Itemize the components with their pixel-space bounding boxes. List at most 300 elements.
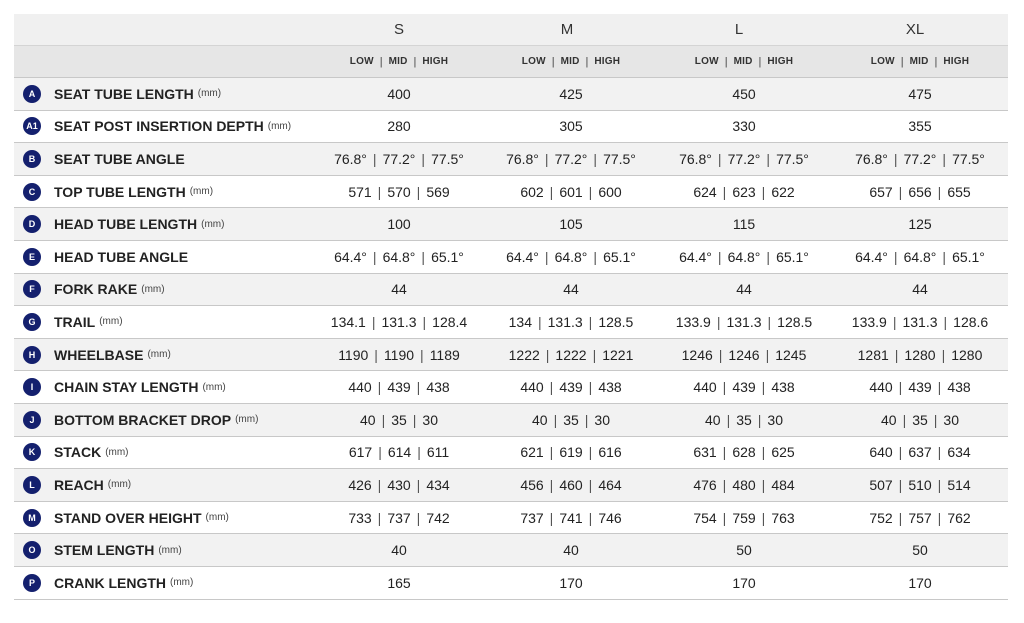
value-cell: 77.2° [903,150,937,167]
value-cell: 569 [426,183,450,200]
row-label [54,111,291,143]
value-cell: 77.2° [554,150,588,167]
separator: | [416,476,421,493]
value-cell: 1221 [602,346,634,363]
value-cell: 621 [520,444,544,461]
value-group [309,437,489,469]
value-cell: 131.3 [547,313,583,330]
separator: | [549,476,554,493]
value-cell: 40 [880,411,897,428]
value-cell: 65.1° [952,248,985,265]
value-cell: 438 [771,379,795,396]
separator: | [588,509,593,526]
value-cell: 131.3 [726,313,762,330]
value-cell: 30 [767,411,783,428]
value-cell: 170 [732,574,756,591]
value-cell: 125 [908,216,932,233]
row-label [54,437,129,469]
separator: | [724,55,728,68]
value-group [654,371,834,403]
row-badge: O [23,541,41,559]
value-cell: 1280 [951,346,983,363]
separator: | [549,509,554,526]
separator: | [766,150,771,167]
size-header-s: S [393,21,404,38]
separator: | [933,411,938,428]
value-cell: 76.8° [679,150,712,167]
value-cell: 507 [869,476,893,493]
value-cell: 77.5° [952,150,985,167]
value-cell: 133.9 [851,313,887,330]
separator: | [757,411,762,428]
row-badge: F [23,280,41,298]
position-labels-xl [830,46,1010,77]
row-label [54,241,188,273]
separator: | [374,346,378,363]
row-unit: (mm) [147,349,171,361]
separator: | [937,379,942,396]
value-group [309,371,489,403]
value-cell: 737 [387,509,411,526]
separator: | [761,476,766,493]
separator: | [937,183,942,200]
row-unit: (mm) [201,218,225,230]
table-row [14,78,1008,111]
table-row [14,306,1008,339]
row-unit: (mm) [105,446,129,458]
separator: | [588,476,593,493]
value-group [654,404,834,436]
value-cell: 475 [908,85,932,102]
value-group [830,502,1010,534]
separator: | [588,444,593,461]
value-group [481,502,661,534]
value-group [481,437,661,469]
value-group [481,404,661,436]
separator: | [941,346,946,363]
value-cell: 100 [387,216,411,233]
separator: | [549,444,554,461]
value-cell: 65.1° [776,248,809,265]
value-cell: 1246 [728,346,760,363]
position-label-low: LOW [870,56,895,67]
value-group [481,241,661,273]
row-label [54,274,165,306]
row-unit: (mm) [189,186,214,198]
separator: | [717,150,722,167]
row-badge: A1 [23,117,41,135]
value-cell: 1280 [904,346,936,363]
row-badge: I [23,378,41,396]
separator: | [900,55,904,68]
value-cell: 754 [693,509,717,526]
table-row [14,111,1008,144]
separator: | [416,509,421,526]
separator: | [898,444,903,461]
table-row [14,567,1008,600]
row-label-text: CHAIN STAY LENGTH [54,379,199,396]
separator: | [593,150,598,167]
value-cell: 165 [387,574,411,591]
row-unit: (mm) [205,512,229,524]
value-cell: 64.8° [727,248,761,265]
value-cell: 35 [563,411,579,428]
row-label-text: TOP TUBE LENGTH [54,183,186,200]
table-row [14,176,1008,209]
table-row [14,274,1008,307]
table-row [14,469,1008,502]
table-row [14,404,1008,437]
value-cell: 439 [908,379,932,396]
value-cell: 76.8° [334,150,367,167]
value-cell: 64.8° [382,248,416,265]
value-cell: 40 [704,411,721,428]
row-badge: H [23,346,41,364]
value-cell: 741 [559,509,583,526]
value-cell: 514 [947,476,971,493]
separator: | [716,313,721,330]
value-cell: 35 [912,411,928,428]
table-row [14,437,1008,470]
value-group [481,339,661,371]
separator: | [377,379,382,396]
value-cell: 742 [426,509,450,526]
value-cell: 280 [387,118,411,135]
value-group [309,502,489,534]
row-label [54,469,131,501]
row-label [54,176,213,208]
value-cell: 64.4° [855,248,888,265]
row-label-text: STAND OVER HEIGHT [54,509,202,526]
separator: | [761,183,766,200]
value-cell: 50 [736,542,752,559]
value-cell: 40 [359,411,376,428]
value-cell: 628 [732,444,756,461]
value-cell: 40 [531,411,548,428]
value-group [481,143,661,175]
value-cell: 571 [348,183,372,200]
table-row [14,502,1008,535]
value-cell: 657 [869,183,893,200]
position-label-high: HIGH [422,56,449,67]
row-unit: (mm) [170,577,194,589]
value-cell: 64.4° [679,248,712,265]
value-cell: 763 [771,509,795,526]
row-badge: A [23,85,41,103]
value-cell: 64.4° [506,248,539,265]
value-group [654,469,834,501]
position-label-high: HIGH [943,56,970,67]
value-cell: 640 [869,444,893,461]
position-label-low: LOW [349,56,374,67]
separator: | [545,346,550,363]
value-cell: 611 [426,444,450,461]
separator: | [416,183,421,200]
value-group [481,371,661,403]
value-group [654,306,834,338]
position-label-mid: MID [388,56,408,67]
value-cell: 128.6 [953,313,989,330]
position-label-mid: MID [909,56,929,67]
row-badge: K [23,443,41,461]
value-cell: 400 [387,85,411,102]
value-cell: 438 [598,379,622,396]
value-cell: 625 [771,444,795,461]
separator: | [371,313,376,330]
separator: | [593,248,598,265]
table-row [14,241,1008,274]
separator: | [549,183,554,200]
value-cell: 105 [559,216,583,233]
value-group [309,306,489,338]
row-label-text: FORK RAKE [54,281,138,298]
row-label-text: SEAT POST INSERTION DEPTH [54,118,264,135]
value-group [309,404,489,436]
separator: | [898,183,903,200]
value-cell: 355 [908,118,932,135]
value-group [830,437,1010,469]
row-unit: (mm) [267,120,292,132]
value-group [654,502,834,534]
separator: | [372,150,377,167]
separator: | [893,248,898,265]
value-cell: 44 [736,281,752,298]
value-cell: 602 [520,183,544,200]
row-unit: (mm) [158,544,182,556]
geometry-table [14,14,1008,600]
value-group [830,176,1010,208]
value-cell: 619 [559,444,583,461]
value-cell: 133.9 [675,313,711,330]
value-cell: 128.4 [432,313,468,330]
value-cell: 746 [598,509,622,526]
separator: | [722,509,727,526]
value-cell: 631 [693,444,717,461]
value-cell: 134 [508,313,532,330]
separator: | [722,444,727,461]
separator: | [588,379,593,396]
separator: | [378,444,382,461]
separator: | [549,379,554,396]
value-cell: 64.4° [334,248,367,265]
value-cell: 439 [387,379,411,396]
value-group [830,371,1010,403]
value-cell: 601 [559,183,583,200]
separator: | [894,346,899,363]
separator: | [892,313,897,330]
value-cell: 170 [559,574,583,591]
separator: | [943,313,948,330]
value-cell: 64.8° [554,248,588,265]
value-cell: 128.5 [598,313,634,330]
separator: | [381,411,386,428]
separator: | [420,346,424,363]
value-cell: 131.3 [902,313,938,330]
position-labels-l [654,46,834,77]
row-unit: (mm) [107,479,132,491]
value-cell: 77.5° [603,150,636,167]
row-badge: E [23,248,41,266]
value-cell: 35 [736,411,752,428]
value-cell: 438 [426,379,450,396]
value-group [654,176,834,208]
value-cell: 440 [520,379,544,396]
separator: | [893,150,898,167]
row-label-text: CRANK LENGTH [54,574,166,591]
value-group [830,241,1010,273]
separator: | [718,346,723,363]
row-label-text: SEAT TUBE ANGLE [54,150,185,167]
value-group [654,143,834,175]
separator: | [761,509,766,526]
separator: | [592,346,597,363]
row-label-text: BOTTOM BRACKET DROP [54,411,232,428]
value-cell: 76.8° [855,150,888,167]
separator: | [537,313,542,330]
row-label-text: REACH [54,476,104,493]
separator: | [761,379,766,396]
separator: | [717,248,722,265]
position-labels-m [481,46,661,77]
position-label-low: LOW [694,56,719,67]
value-cell: 460 [559,476,583,493]
separator: | [765,346,770,363]
value-group [654,339,834,371]
table-row [14,208,1008,241]
separator: | [585,55,589,68]
position-label-high: HIGH [767,56,794,67]
separator: | [413,55,417,68]
separator: | [551,55,555,68]
value-cell: 65.1° [431,248,464,265]
table-row [14,534,1008,567]
separator: | [412,411,417,428]
separator: | [544,150,549,167]
value-cell: 737 [520,509,544,526]
value-cell: 170 [908,574,932,591]
value-cell: 426 [348,476,372,493]
separator: | [937,444,942,461]
row-label [54,339,171,371]
value-cell: 476 [693,476,717,493]
row-badge: G [23,313,41,331]
separator: | [898,509,903,526]
separator: | [722,476,727,493]
value-cell: 128.5 [777,313,813,330]
row-label [54,78,221,110]
row-badge: J [23,411,41,429]
value-cell: 77.5° [776,150,809,167]
separator: | [588,183,593,200]
separator: | [902,411,907,428]
value-cell: 64.8° [903,248,937,265]
value-cell: 330 [732,118,756,135]
separator: | [898,379,903,396]
table-body [14,78,1008,600]
value-cell: 656 [908,183,932,200]
separator: | [937,509,942,526]
separator: | [898,476,903,493]
value-group [309,469,489,501]
value-cell: 40 [391,542,407,559]
value-cell: 614 [387,444,412,461]
value-cell: 752 [869,509,893,526]
row-badge: L [23,476,41,494]
row-badge: C [23,183,41,201]
value-group [481,176,661,208]
row-unit: (mm) [197,88,222,100]
separator: | [584,411,589,428]
value-cell: 1246 [681,346,713,363]
row-badge: P [23,574,41,592]
separator: | [934,55,938,68]
row-label-text: TRAIL [54,313,96,330]
value-cell: 65.1° [603,248,636,265]
table-row [14,339,1008,372]
value-cell: 77.5° [431,150,464,167]
separator: | [377,183,382,200]
separator: | [544,248,549,265]
value-group [309,176,489,208]
row-label [54,404,258,436]
value-cell: 30 [943,411,959,428]
value-group [309,241,489,273]
value-group [654,437,834,469]
table-row [14,143,1008,176]
value-cell: 456 [520,476,544,493]
value-cell: 1222 [555,346,587,363]
value-cell: 637 [908,444,932,461]
row-badge: D [23,215,41,233]
value-cell: 35 [391,411,407,428]
separator: | [761,444,766,461]
row-label [54,567,193,599]
row-label-text: WHEELBASE [54,346,144,363]
separator: | [726,411,731,428]
value-cell: 464 [598,476,622,493]
row-label-text: STACK [54,444,102,461]
position-header-row [14,46,1008,78]
value-group [481,306,661,338]
row-label-text: STEM LENGTH [54,542,155,559]
separator: | [942,150,947,167]
size-header-l: L [734,21,744,38]
value-cell: 600 [598,183,622,200]
value-cell: 762 [947,509,971,526]
value-cell: 115 [732,216,756,233]
row-label [54,306,123,338]
value-cell: 484 [771,476,795,493]
value-cell: 450 [732,85,756,102]
value-cell: 44 [563,281,579,298]
position-labels-s [309,46,489,77]
separator: | [758,55,762,68]
value-cell: 480 [732,476,756,493]
value-cell: 622 [771,183,795,200]
row-unit: (mm) [99,316,123,328]
row-label-text: SEAT TUBE LENGTH [54,85,194,102]
value-cell: 617 [348,444,373,461]
size-header-row [14,14,1008,46]
value-cell: 305 [559,118,583,135]
value-cell: 430 [387,476,411,493]
separator: | [767,313,772,330]
value-group [830,404,1010,436]
value-group [481,469,661,501]
position-label-low: LOW [521,56,546,67]
separator: | [937,476,942,493]
separator: | [421,248,426,265]
